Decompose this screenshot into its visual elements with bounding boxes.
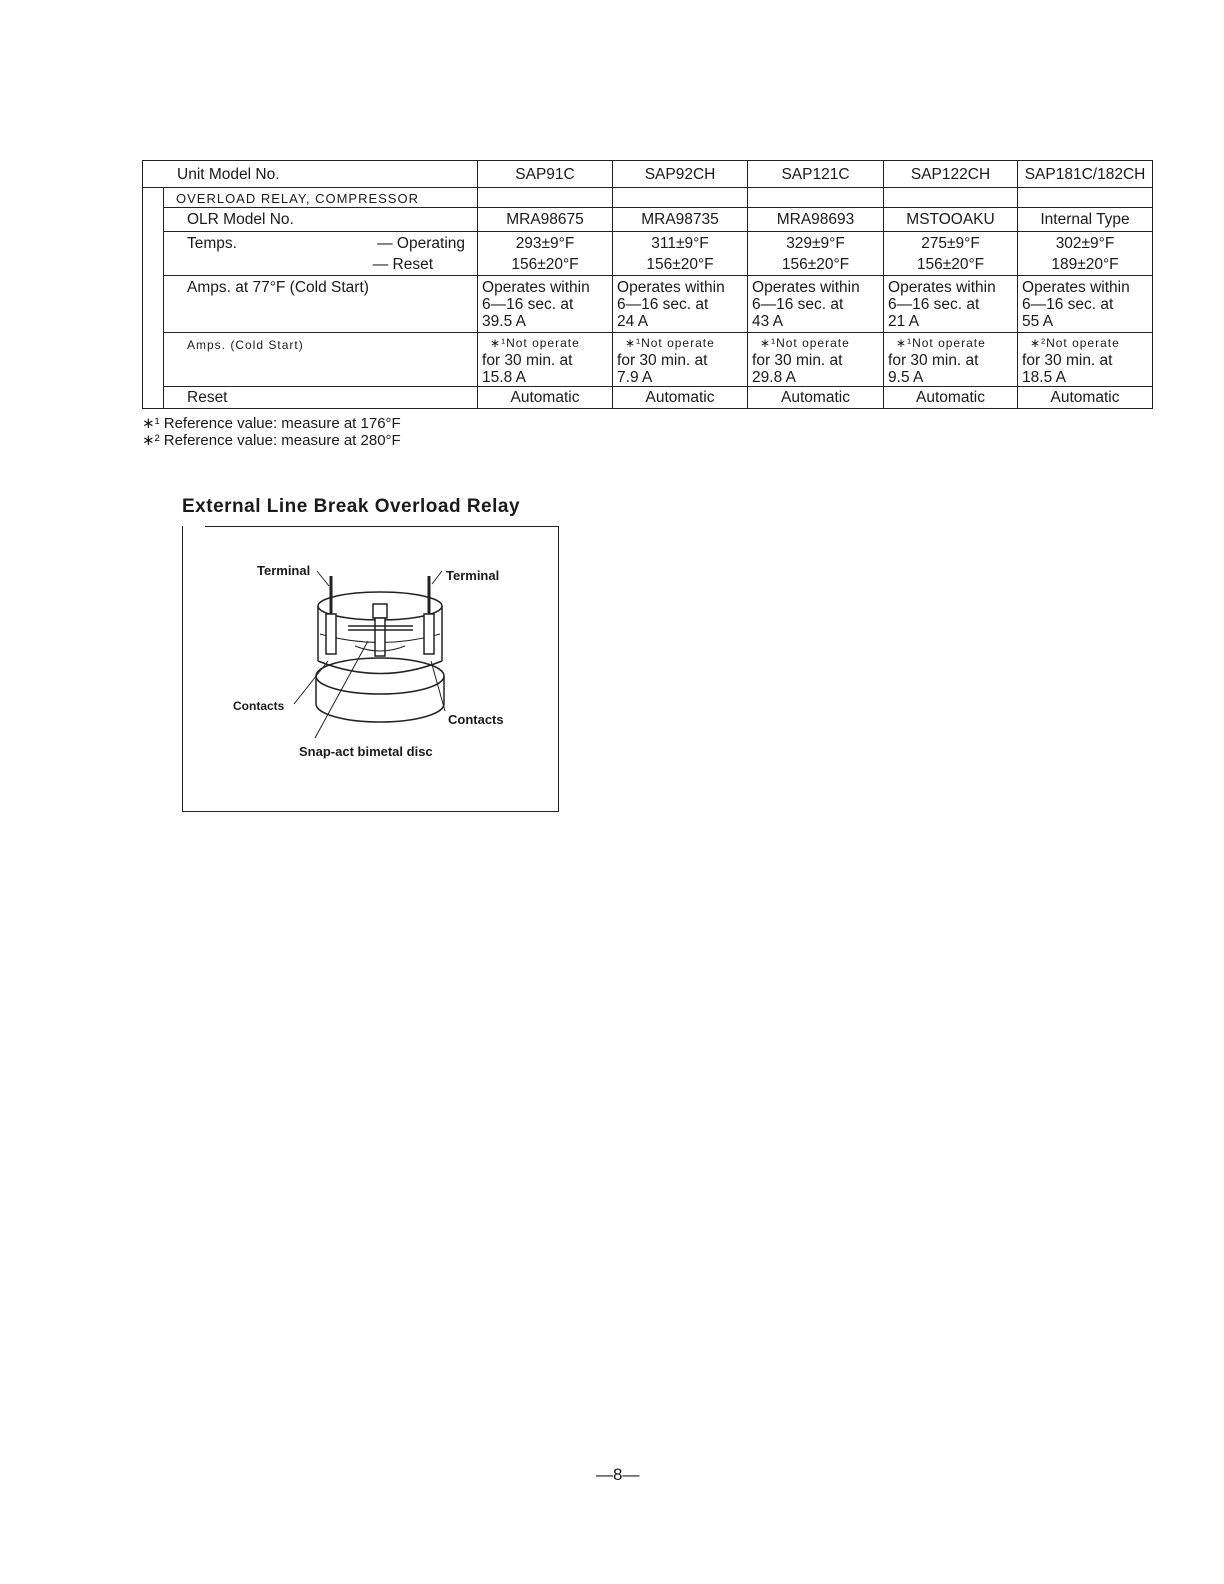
amps-cold-value: 18.5 A xyxy=(1022,369,1066,386)
contacts-right-label: Contacts xyxy=(448,712,504,727)
olr-value: Internal Type xyxy=(1018,208,1153,232)
terminal-left-label: Terminal xyxy=(257,563,311,578)
amps-cold-value: 15.8 A xyxy=(482,369,526,386)
amps77-line1: Operates within xyxy=(752,279,860,296)
amps77-value: 55 A xyxy=(1022,313,1054,330)
temps-cell xyxy=(748,232,884,276)
temp-operating: 329±9°F xyxy=(786,235,845,252)
reset-value: Automatic xyxy=(613,387,748,409)
model-header: SAP92CH xyxy=(613,161,748,188)
temp-reset: 156±20°F xyxy=(646,256,714,273)
amps-cold-cell xyxy=(613,333,748,387)
olr-row xyxy=(143,208,1153,232)
temp-reset: 156±20°F xyxy=(781,256,850,273)
amps77-label: Amps. at 77°F (Cold Start) xyxy=(164,276,478,333)
footnote-2: ∗² Reference value: measure at 280°F xyxy=(142,432,401,449)
amps77-line1: Operates within xyxy=(888,279,996,296)
temps-cell xyxy=(884,232,1018,276)
temp-operating: 275±9°F xyxy=(921,235,980,252)
model-header: SAP181C/182CH xyxy=(1018,161,1153,188)
header-row xyxy=(143,161,1153,188)
temp-operating: 302±9°F xyxy=(1055,235,1115,252)
temps-label-cell xyxy=(164,232,478,276)
amps-cold-cell xyxy=(748,333,884,387)
contacts-left-label: Contacts xyxy=(233,699,285,713)
reset-label: Reset xyxy=(164,387,478,409)
amps-cold-cell xyxy=(1018,333,1153,387)
amps-cold-line1: ∗¹Not operate xyxy=(490,336,580,350)
amps77-row xyxy=(143,276,1153,333)
overload-relay-diagram xyxy=(183,526,558,811)
section-row xyxy=(143,188,1153,208)
amps77-value: 43 A xyxy=(752,313,784,330)
amps-cold-value: 9.5 A xyxy=(888,369,924,386)
footnote-1: ∗¹ Reference value: measure at 176°F xyxy=(142,415,401,432)
amps-cold-line1: ∗¹Not operate xyxy=(896,336,986,350)
bimetal-disc-label: Snap-act bimetal disc xyxy=(299,744,433,759)
model-header: SAP91C xyxy=(478,161,613,188)
amps77-line1: Operates within xyxy=(617,279,725,296)
amps-cold-line2: for 30 min. at xyxy=(888,352,979,369)
amps-cold-value: 29.8 A xyxy=(752,369,796,386)
temp-reset: 156±20°F xyxy=(511,256,579,273)
section-label: OVERLOAD RELAY, COMPRESSOR xyxy=(164,188,478,208)
amps-cold-line1: ∗¹Not operate xyxy=(625,336,715,350)
olr-value: MRA98675 xyxy=(478,208,613,232)
amps77-line1: Operates within xyxy=(1022,279,1130,296)
temp-reset: 189±20°F xyxy=(1051,256,1119,273)
amps-cold-line2: for 30 min. at xyxy=(752,352,843,369)
amps-cold-line2: for 30 min. at xyxy=(617,352,708,369)
amps-cold-line2: for 30 min. at xyxy=(482,352,573,369)
temps-label: Temps. xyxy=(187,235,237,252)
olr-value: MRA98735 xyxy=(613,208,748,232)
temp-operating: 311±9°F xyxy=(651,235,709,252)
amps77-cell xyxy=(748,276,884,333)
figure-frame xyxy=(182,526,559,812)
overload-relay-spec-table xyxy=(142,160,1153,409)
olr-label: OLR Model No. xyxy=(164,208,478,232)
amps77-cell xyxy=(1018,276,1153,333)
amps77-line2: 6—16 sec. at xyxy=(888,296,980,313)
amps77-line1: Operates within xyxy=(482,279,590,296)
olr-value: MRA98693 xyxy=(748,208,884,232)
amps77-value: 39.5 A xyxy=(482,313,526,330)
temps-cell xyxy=(478,232,613,276)
amps-cold-cell xyxy=(478,333,613,387)
temps-cell xyxy=(1018,232,1153,276)
amps77-line2: 6—16 sec. at xyxy=(617,296,709,313)
figure-title: External Line Break Overload Relay xyxy=(182,496,521,517)
temp-reset: 156±20°F xyxy=(916,256,985,273)
amps77-line2: 6—16 sec. at xyxy=(1022,296,1114,313)
terminal-right-label: Terminal xyxy=(446,568,500,583)
reset-value: Automatic xyxy=(884,387,1018,409)
amps77-cell xyxy=(478,276,613,333)
page-number: —8— xyxy=(596,1465,640,1484)
reset-value: Automatic xyxy=(1018,387,1153,409)
reset-value: Automatic xyxy=(748,387,884,409)
amps-cold-row xyxy=(143,333,1153,387)
olr-value: MSTOOAKU xyxy=(884,208,1018,232)
temps-row xyxy=(143,232,1153,276)
amps77-line2: 6—16 sec. at xyxy=(482,296,574,313)
amps-cold-line1: ∗¹Not operate xyxy=(760,336,850,350)
amps77-cell xyxy=(613,276,748,333)
model-header: SAP122CH xyxy=(884,161,1018,188)
temps-reset-label: — Reset xyxy=(372,256,434,273)
unit-model-label: Unit Model No. xyxy=(143,161,478,188)
amps-cold-cell xyxy=(884,333,1018,387)
amps-cold-line1: ∗²Not operate xyxy=(1030,336,1120,350)
reset-row xyxy=(143,387,1153,409)
amps-cold-label: Amps. (Cold Start) xyxy=(164,333,478,387)
temps-cell xyxy=(613,232,748,276)
amps77-cell xyxy=(884,276,1018,333)
amps77-value: 21 A xyxy=(888,313,920,330)
temp-operating: 293±9°F xyxy=(515,235,575,252)
reset-value: Automatic xyxy=(478,387,613,409)
amps-cold-line2: for 30 min. at xyxy=(1022,352,1113,369)
temps-operating-label: — Operating xyxy=(377,235,466,252)
amps-cold-value: 7.9 A xyxy=(617,369,653,386)
amps77-value: 24 A xyxy=(617,313,649,330)
amps77-line2: 6—16 sec. at xyxy=(752,296,844,313)
model-header: SAP121C xyxy=(748,161,884,188)
left-margin-cell xyxy=(143,188,164,409)
